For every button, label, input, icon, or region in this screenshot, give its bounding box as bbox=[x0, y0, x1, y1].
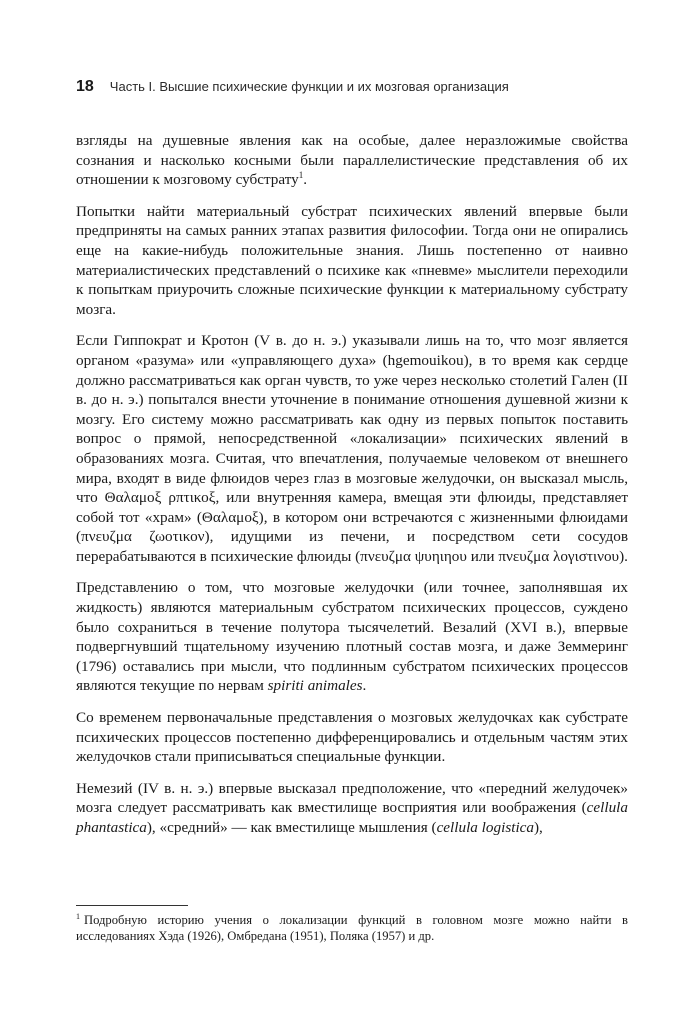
paragraph-6-text-a: Немезий (IV в. н. э.) впервые высказал предположение, что «передний желудочек» мозга следует рассматривать как вместилище восприятия или воображения ( bbox=[76, 779, 628, 817]
paragraph-6 bbox=[76, 779, 628, 838]
page-number: 18 bbox=[76, 78, 94, 95]
paragraph-4-tail: . bbox=[362, 677, 367, 695]
footnote-marker: 1 bbox=[76, 911, 80, 921]
paragraph-3: Если Гиппократ и Кротон (V в. до н. э.) указывали лишь на то, что мозг является органом «разума» или «управляющего духа» (hgemouikou), в то время как сердце должно рассматриваться как орган чувств, то уже через несколько столетий Гален (II в. до н. э.) попытался внести уточнение в понимание отношения душевной жизни к мозгу. Его систему можно рассматривать как одну из первых попыток поставить вопрос о прямой, непосредственной «локализации» психических явлений в образованиях мозга. Считая, что впечатления, получаемые человеком от внешнего мира, входят в виде флюидов через глаз в мозговые желудочки, он высказал мысль, что Θαλαμοξ ρπτικοξ, или внутренняя камера, вмещая эти флюиды, представляет собой тот «храм» (Θαλαμοξ), в котором они встречаются с жизненными флюидами (πνευζμα ζωοτικον), идущими из печени, и посредством сети сосудов перерабатываются в психические флюиды (πνευζμα ψυηιηου или πνευζμα λογιστινου). bbox=[76, 332, 628, 565]
footnote bbox=[76, 912, 628, 945]
running-title: Часть I. Высшие психические функции и их мозговая организация bbox=[109, 79, 509, 94]
paragraph-1-text: взгляды на душевные явления как на особые, далее неразложимые свойства сознания и насколько косными были параллелистические представления об их отношении к мозговому субстрату bbox=[76, 132, 628, 189]
paragraph-6-text-b: ), «средний» — как вместилище мышления ( bbox=[146, 819, 437, 836]
paragraph-2: Попытки найти материальный субстрат психических явлений впервые были предприняты на самых ранних этапах развития философии. Тогда они не опирались еще на какие-нибудь положительные знания. Лишь постепенно от наивно материалистических представлений о психике как «пневме» мыслители переходили к попыткам приурочить сложные психические функции к материальному субстрату мозга. bbox=[76, 202, 628, 318]
paragraph-4 bbox=[76, 578, 628, 696]
footnote-text: Подробную историю учения о локализации функций в головном мозге можно найти в исследованиях Хэда (1926), Омбредана (1951), Поляка (1957) и др. bbox=[76, 913, 628, 944]
paragraph-5: Со временем первоначальные представления о мозговых желудочках как субстрате психических процессов постепенно дифференцировались и отдельным частям этих желудочков стали приписываться специальные функции. bbox=[76, 709, 628, 766]
paragraph-4-text: Представлению о том, что мозговые желудочки (или точнее, заполнявшая их жидкость) являются материальным субстратом психических процессов, суждено было сохраниться в течение полутора тысячелетий. Везалий (XVI в.), впервые подвергнувший тщательному изучению плотный состав мозга, и даже Земмеринг (1796) оставались при мысли, что подлинным субстратом психических процессов являются текущие по нервам bbox=[76, 579, 628, 695]
paragraph-6-italic-b: cellula logistica bbox=[436, 819, 534, 836]
footnote-ref: 1 bbox=[298, 170, 304, 181]
paragraph-1 bbox=[76, 131, 628, 190]
paragraph-6-italic-a: cellula phantastica bbox=[76, 799, 628, 836]
paragraph-6-text-c: ), bbox=[534, 819, 543, 836]
footnote-divider bbox=[76, 905, 188, 906]
paragraph-4-italic: spiriti animales bbox=[267, 677, 363, 695]
page-header bbox=[76, 78, 636, 96]
paragraph-1-tail: . bbox=[303, 171, 308, 189]
body-text bbox=[76, 131, 628, 850]
